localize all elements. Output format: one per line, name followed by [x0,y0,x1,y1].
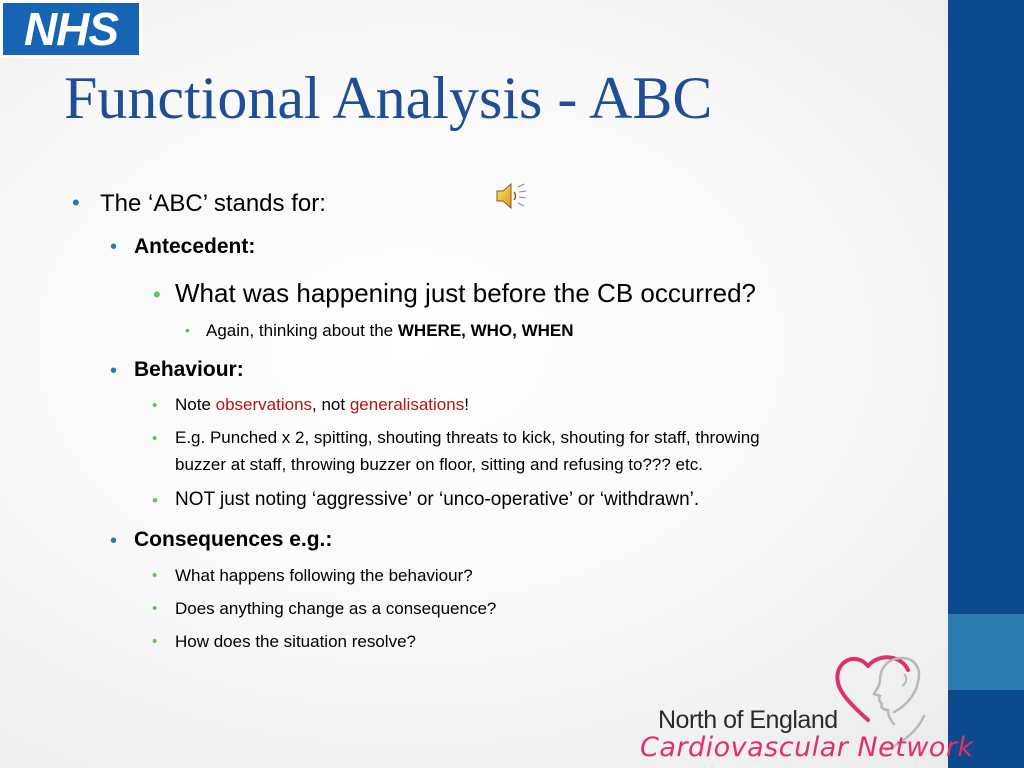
bullet-dot: • [110,530,118,552]
bullet-dot: • [110,236,118,258]
bullet-antecedent: Antecedent: [134,235,256,258]
antecedent-note-text: Again, thinking about the [206,321,398,340]
bullet-abc: The ‘ABC’ stands for: [100,190,326,217]
slide-title: Functional Analysis - ABC [64,65,713,131]
bullet-dot: • [110,360,118,382]
network-logo-line1: North of England [658,706,838,734]
network-logo-line2: Cardiovascular Network [640,732,974,763]
bullet-example-line2: buzzer at staff, throwing buzzer on floor, sitting and refusing to??? etc. [175,455,703,474]
bullet-consequence-3: How does the situation resolve? [175,632,416,651]
bullet-consequence-1: What happens following the behaviour? [175,566,473,585]
bullet-note-observations [175,395,469,415]
bullet-not-noting: NOT just noting ‘aggressive’ or ‘unco-operative’ or ‘withdrawn’. [175,489,700,510]
bullet-dot: • [185,322,190,338]
bullet-behaviour: Behaviour: [134,358,244,381]
bullet-dot: • [152,491,158,510]
note-pre: Note [175,395,216,414]
antecedent-note-bold: WHERE, WHO, WHEN [397,321,574,340]
note-mid: , not [312,395,350,414]
bullet-example-line1: E.g. Punched x 2, spitting, shouting threats to kick, shouting for staff, throwing [175,428,760,447]
bullet-dot: • [153,282,161,307]
speaker-icon[interactable] [494,180,528,212]
bullet-antecedent-note [206,321,574,341]
bullet-dot: • [72,190,80,215]
nhs-logo [0,0,142,58]
bullet-dot: • [152,430,158,447]
bullet-consequences: Consequences e.g.: [134,528,333,551]
bullet-dot: • [152,600,158,617]
note-generalisations: generalisations [349,395,465,414]
sidebar-accent-band [948,614,1024,690]
bullet-dot: • [152,567,158,584]
bullet-consequence-2: Does anything change as a consequence? [175,599,497,618]
bullet-dot: • [152,633,158,650]
bullet-antecedent-question: What was happening just before the CB occurred? [175,278,757,308]
note-end: ! [464,395,469,414]
bullet-dot: • [152,397,158,414]
nhs-logo-text: NHS [3,3,139,55]
note-observations: observations [215,395,313,414]
